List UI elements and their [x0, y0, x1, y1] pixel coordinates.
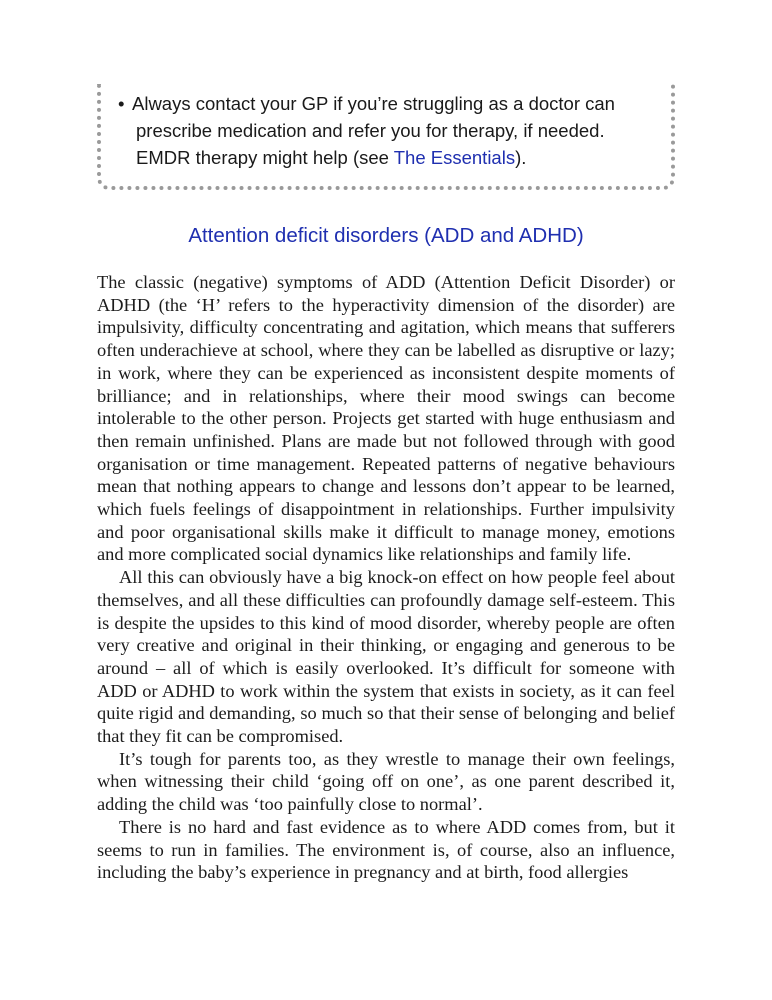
essentials-link[interactable]: The Essentials	[393, 147, 516, 168]
tip-line-3	[118, 144, 659, 171]
article-body	[97, 271, 675, 884]
paragraph-4: There is no hard and fast evidence as to where ADD comes from, but it seems to run in families. The environment is, of course, also an influence, including the baby’s experience in pregnancy and at birth, food allergies	[97, 816, 675, 883]
tip-line-3-end: ).	[515, 147, 527, 168]
tip-line-2: prescribe medication and refer you for therapy, if needed.	[136, 120, 605, 141]
tip-callout-box	[97, 84, 675, 190]
paragraph-2: All this can obviously have a big knock-on effect on how people feel about themselves, and all these difficulties can profoundly damage self-esteem. This is despite the upsides to this kind of mood disorder, whereby people are often very creative and original in their thinking, or engaging and generous to be around – all of which is easily overlooked. It’s difficult for someone with ADD or ADHD to work within the system that exists in society, as it can feel quite rigid and demanding, so much so that their sense of belonging and belief that they fit can be compromised.	[97, 567, 675, 747]
paragraph-1: The classic (negative) symptoms of ADD (Attention Deficit Disorder) or ADHD (the ‘H’ refers to the hyperactivity dimension of the disorder) are impulsivity, difficulty concentrating and agitation, which means that sufferers often underachieve at school, where they can be labelled as disruptive or lazy; in work, where they can be experienced as inconsistent despite moments of brilliance; and in relationships, where their mood swings can become intolerable to the other person. Projects get started with huge enthusiasm and then remain unfinished. Plans are made but not followed through with good organisation or time management. Repeated patterns of negative behaviours mean that nothing appears to change and lessons don’t appear to be learned, which fuels feelings of disappointment in relationships. Further impulsivity and poor organisational skills make it difficult to manage money, emotions and more complicated social dynamics like relationships and family life.	[97, 272, 675, 565]
paragraph-3: It’s tough for parents too, as they wrestle to manage their own feelings, when witnessing their child ‘going off on one’, as one parent described it, adding the child was ‘too painfully close to normal’.	[97, 748, 675, 815]
tip-line-3-text: EMDR therapy might help (see	[136, 147, 394, 168]
tip-line-1: Always contact your GP if you’re struggling as a doctor can	[132, 93, 615, 114]
bullet-icon: •	[118, 93, 125, 114]
section-heading: Attention deficit disorders (ADD and ADHD)	[188, 224, 584, 247]
tip-callout-text	[118, 90, 659, 171]
